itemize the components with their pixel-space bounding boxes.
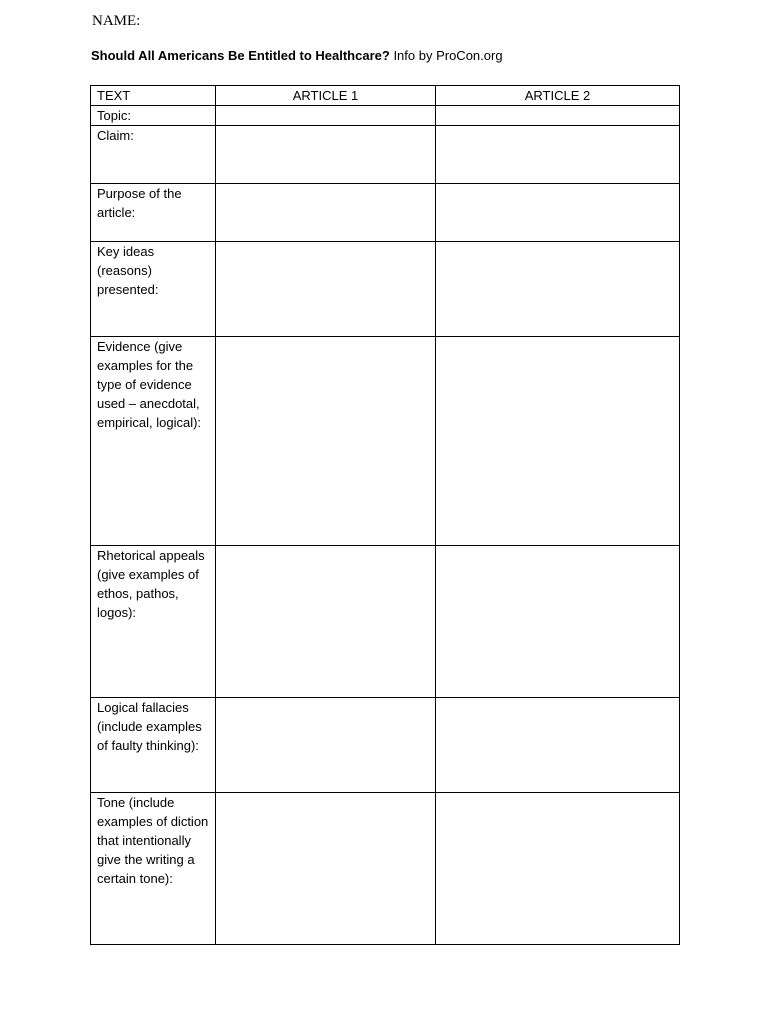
worksheet-title-source: Info by ProCon.org (389, 48, 503, 63)
row-label-text: Tone (include examples of diction that intentionally give the writing a certain tone): (97, 795, 209, 886)
table-row (91, 337, 680, 546)
article-2-cell[interactable] (436, 337, 680, 546)
name-label: NAME: (92, 13, 141, 29)
article-2-cell[interactable] (436, 793, 680, 945)
table-row (91, 546, 680, 698)
row-label-text: Claim: (97, 128, 134, 143)
row-label-text: Topic: (97, 108, 131, 123)
table-header-row (91, 86, 680, 106)
table-row (91, 698, 680, 793)
article-2-cell[interactable] (436, 184, 680, 242)
row-label-text: Key ideas (reasons) presented: (97, 244, 159, 297)
article-1-cell[interactable] (216, 126, 436, 184)
row-label-text: Evidence (give examples for the type of evidence used – anecdotal, empirical, logical): (97, 339, 202, 430)
article-1-cell[interactable] (216, 184, 436, 242)
row-label-text: Purpose of the article: (97, 186, 182, 220)
row-label-evidence (91, 337, 216, 546)
table-row (91, 793, 680, 945)
article-2-cell[interactable] (436, 126, 680, 184)
article-2-cell[interactable] (436, 698, 680, 793)
worksheet-title-question: Should All Americans Be Entitled to Healthcare? (91, 48, 390, 63)
row-label-logical-fallacies (91, 698, 216, 793)
row-label-text: Rhetorical appeals (give examples of ethos, pathos, logos): (97, 548, 205, 620)
article-1-cell[interactable] (216, 337, 436, 546)
row-label-rhetorical-appeals (91, 546, 216, 698)
article-1-cell[interactable] (216, 793, 436, 945)
table-row (91, 106, 680, 126)
row-label-purpose (91, 184, 216, 242)
table-row (91, 126, 680, 184)
article-2-cell[interactable] (436, 546, 680, 698)
article-1-cell[interactable] (216, 106, 436, 126)
row-label-topic (91, 106, 216, 126)
article-1-cell[interactable] (216, 242, 436, 337)
row-label-tone (91, 793, 216, 945)
row-label-claim (91, 126, 216, 184)
header-article-2: ARTICLE 2 (436, 86, 680, 106)
row-label-key-ideas (91, 242, 216, 337)
header-text: TEXT (91, 86, 216, 106)
table-row (91, 242, 680, 337)
header-article-1: ARTICLE 1 (216, 86, 436, 106)
article-1-cell[interactable] (216, 698, 436, 793)
article-2-cell[interactable] (436, 106, 680, 126)
row-label-text: Logical fallacies (include examples of faulty thinking): (97, 700, 202, 753)
table-row (91, 184, 680, 242)
article-1-cell[interactable] (216, 546, 436, 698)
worksheet-title (91, 48, 503, 63)
article-2-cell[interactable] (436, 242, 680, 337)
analysis-table (90, 85, 680, 945)
